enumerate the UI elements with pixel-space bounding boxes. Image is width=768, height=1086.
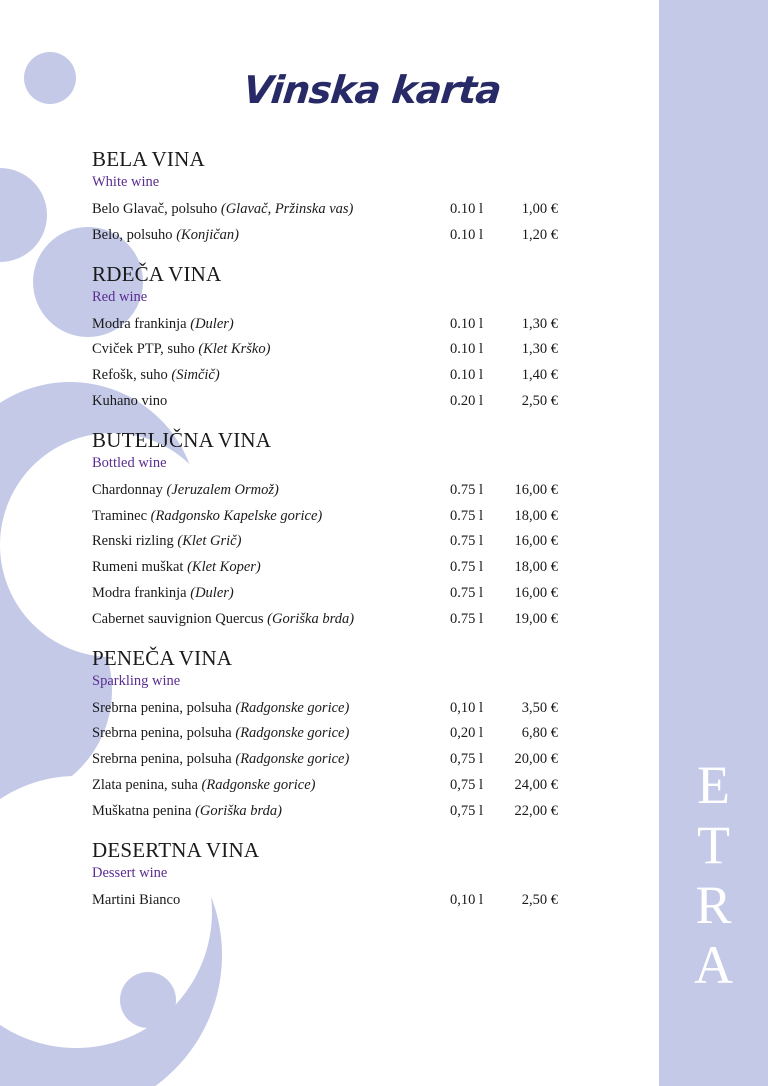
wine-name: Cabernet sauvignion Quercus xyxy=(92,610,264,627)
section-heading: PENEČA VINA xyxy=(92,645,233,670)
menu-section xyxy=(92,261,562,415)
wine-name-line xyxy=(92,312,234,338)
menu-section xyxy=(92,146,562,249)
wine-volume: 0,20 l xyxy=(450,725,484,742)
wine-price: 6,80 € xyxy=(521,725,558,742)
wine-name-line xyxy=(92,696,349,722)
wine-name: Traminec xyxy=(92,507,148,524)
wine-item xyxy=(92,312,562,338)
section-subheading: Red wine xyxy=(92,288,148,305)
logo-letter: A xyxy=(694,935,733,995)
wine-name-line xyxy=(92,337,270,363)
wine-origin: (Duler) xyxy=(190,584,234,601)
wine-item xyxy=(92,389,562,415)
wine-price: 16,00 € xyxy=(514,533,558,550)
wine-origin: (Klet Krško) xyxy=(198,341,271,358)
wine-name-line xyxy=(92,223,239,249)
wine-volume: 0.20 l xyxy=(450,392,484,409)
wine-origin: (Goriška brda) xyxy=(195,802,282,819)
wine-item xyxy=(92,478,562,504)
section-subheading: Dessert wine xyxy=(92,864,168,881)
wine-origin: (Radgonske gorice) xyxy=(235,751,350,768)
wine-price: 20,00 € xyxy=(514,751,558,768)
wine-name-line xyxy=(92,773,315,799)
wine-price: 1,20 € xyxy=(521,226,558,243)
wine-price: 16,00 € xyxy=(514,481,558,498)
wine-name-line xyxy=(92,607,354,633)
wine-price: 1,30 € xyxy=(521,315,558,332)
wine-item xyxy=(92,696,562,722)
section-subheading: Bottled wine xyxy=(92,454,167,471)
wine-item xyxy=(92,607,562,633)
wine-price: 3,50 € xyxy=(521,699,558,716)
wine-name: Srebrna penina, polsuha xyxy=(92,699,232,716)
wine-origin: (Duler) xyxy=(190,315,234,332)
wine-name-line xyxy=(92,529,241,555)
wine-name: Belo Glavač, polsuho xyxy=(92,201,218,217)
wine-name-line xyxy=(92,504,322,530)
wine-name: Zlata penina, suha xyxy=(92,776,198,793)
wine-name-line xyxy=(92,389,167,415)
section-heading: BELA VINA xyxy=(92,147,205,171)
wine-item xyxy=(92,337,562,363)
wine-item xyxy=(92,555,562,581)
etra-logo xyxy=(659,755,768,995)
wine-item xyxy=(92,223,562,249)
wine-origin: (Radgonsko Kapelske gorice) xyxy=(150,507,323,524)
wine-volume: 0.10 l xyxy=(450,315,484,332)
wine-item xyxy=(92,197,562,223)
wine-price: 22,00 € xyxy=(514,802,558,819)
wine-name: Modra frankinja xyxy=(92,315,187,332)
menu-section xyxy=(92,645,562,825)
wine-name-line xyxy=(92,721,349,747)
menu-section xyxy=(92,427,562,633)
wine-name: Muškatna penina xyxy=(92,802,192,819)
wine-name-line xyxy=(92,581,234,607)
wine-item xyxy=(92,773,562,799)
wine-origin: (Radgonske gorice) xyxy=(235,725,350,742)
wine-price: 18,00 € xyxy=(514,559,558,576)
wine-name: Modra frankinja xyxy=(92,584,187,601)
wine-volume: 0,75 l xyxy=(450,776,484,793)
menu-section xyxy=(92,837,562,914)
wine-price: 16,00 € xyxy=(514,584,558,601)
wine-volume: 0,75 l xyxy=(450,802,484,819)
wine-origin: (Glavač, Pržinska vas) xyxy=(220,201,354,217)
wine-price: 1,30 € xyxy=(521,341,558,358)
wine-name: Srebrna penina, polsuha xyxy=(92,725,232,742)
wine-volume: 0.75 l xyxy=(450,533,484,550)
wine-name: Kuhano vino xyxy=(92,392,168,409)
wine-price: 24,00 € xyxy=(514,776,558,793)
wine-name: Chardonnay xyxy=(92,481,163,498)
wine-name-line xyxy=(92,555,261,581)
wine-name: Renski rizling xyxy=(92,533,174,550)
wine-origin: (Klet Koper) xyxy=(187,559,261,576)
section-subheading: White wine xyxy=(92,174,160,190)
logo-letter: E xyxy=(697,755,730,815)
wine-name-line xyxy=(92,197,353,223)
wine-origin: (Konjičan) xyxy=(176,226,240,243)
wine-volume: 0.75 l xyxy=(450,507,484,524)
wine-volume: 0.10 l xyxy=(450,226,484,243)
section-heading: RDEČA VINA xyxy=(92,261,222,286)
wine-item xyxy=(92,504,562,530)
wine-volume: 0.75 l xyxy=(450,481,484,498)
wine-origin: (Radgonske gorice) xyxy=(235,699,350,716)
wine-item xyxy=(92,799,562,825)
section-subheading: Sparkling wine xyxy=(92,672,181,689)
wine-price: 18,00 € xyxy=(514,507,558,524)
wine-volume: 0.10 l xyxy=(450,341,484,358)
wine-name: Refošk, suho xyxy=(92,367,168,384)
wine-item xyxy=(92,363,562,389)
wine-origin: (Jeruzalem Ormož) xyxy=(166,481,279,498)
wine-volume: 0.10 l xyxy=(450,201,484,217)
page-title: Vinska karta xyxy=(241,68,503,112)
wine-menu xyxy=(92,146,562,925)
wine-name: Martini Bianco xyxy=(92,891,181,908)
wine-item xyxy=(92,721,562,747)
wine-name: Srebrna penina, polsuha xyxy=(92,751,232,768)
wine-name-line xyxy=(92,478,279,504)
section-heading: BUTELJČNA VINA xyxy=(92,427,272,452)
wine-name: Rumeni muškat xyxy=(92,559,184,576)
wine-origin: (Radgonske gorice) xyxy=(201,776,316,793)
section-heading: DESERTNA VINA xyxy=(92,837,260,862)
wine-price: 19,00 € xyxy=(514,610,558,627)
wine-volume: 0,10 l xyxy=(450,891,484,908)
wine-volume: 0,10 l xyxy=(450,699,484,716)
wine-name: Cviček PTP, suho xyxy=(92,341,195,358)
wine-price: 2,50 € xyxy=(521,891,558,908)
wine-origin: (Simčič) xyxy=(171,367,220,384)
wine-name-line xyxy=(92,363,220,389)
wine-price: 2,50 € xyxy=(521,392,558,409)
wine-item xyxy=(92,888,562,914)
wine-volume: 0,75 l xyxy=(450,751,484,768)
wine-origin: (Goriška brda) xyxy=(267,610,355,627)
wine-name: Belo, polsuho xyxy=(92,226,173,243)
wine-volume: 0.75 l xyxy=(450,610,484,627)
wine-name-line xyxy=(92,799,282,825)
wine-price: 1,40 € xyxy=(521,367,558,384)
wine-origin: (Klet Grič) xyxy=(177,533,242,550)
logo-letter: R xyxy=(695,875,732,935)
wine-volume: 0.10 l xyxy=(450,367,484,384)
wine-item xyxy=(92,747,562,773)
wine-volume: 0.75 l xyxy=(450,559,484,576)
wine-name-line xyxy=(92,888,180,914)
wine-item xyxy=(92,529,562,555)
wine-volume: 0.75 l xyxy=(450,584,484,601)
wine-item xyxy=(92,581,562,607)
wine-price: 1,00 € xyxy=(521,201,558,217)
wine-name-line xyxy=(92,747,349,773)
logo-letter: T xyxy=(697,815,730,875)
